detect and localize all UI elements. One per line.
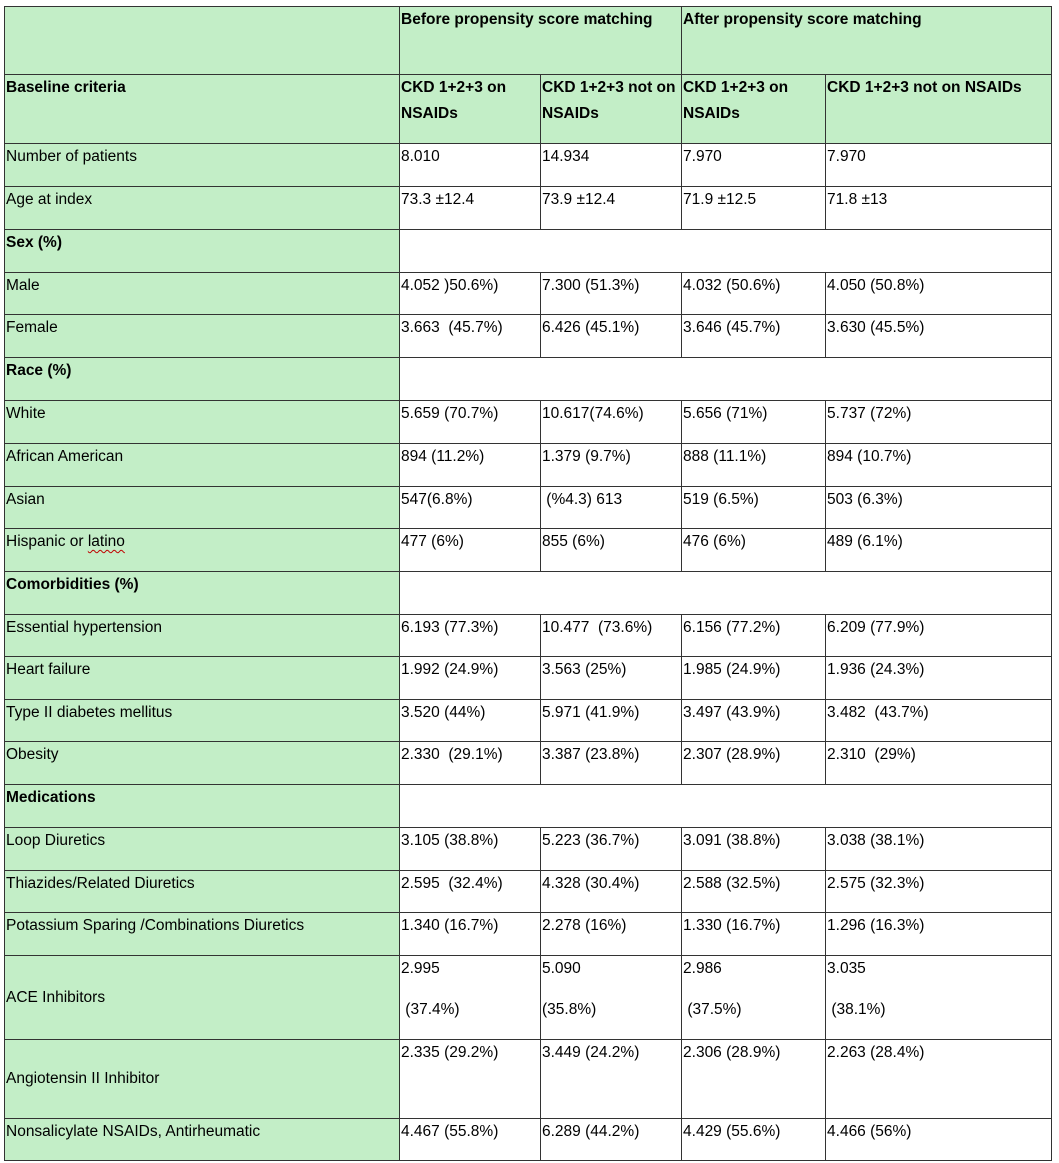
row-label: White bbox=[5, 401, 400, 444]
row-label: Loop Diuretics bbox=[5, 828, 400, 871]
value-cell: 4.429 (55.6%) bbox=[682, 1119, 826, 1161]
spellcheck-word: latino bbox=[87, 533, 125, 550]
row-label: Female bbox=[5, 315, 400, 358]
table-row bbox=[5, 187, 1052, 230]
value-cell bbox=[682, 956, 826, 1040]
section-row bbox=[5, 785, 1052, 828]
section-label: Sex (%) bbox=[5, 230, 400, 273]
value-cell: 3.482 (43.7%) bbox=[826, 700, 1052, 742]
column-header: CKD 1+2+3 not on NSAIDs bbox=[541, 75, 682, 144]
value-cell: 6.289 (44.2%) bbox=[541, 1119, 682, 1161]
value-cell: 894 (11.2%) bbox=[400, 444, 541, 487]
section-blank-cell bbox=[400, 572, 1052, 615]
value-count: 5.090 bbox=[542, 960, 581, 977]
value-cell: 2.310 (29%) bbox=[826, 742, 1052, 785]
table-row bbox=[5, 487, 1052, 529]
baseline-characteristics-table bbox=[4, 6, 1052, 1161]
value-cell: 519 (6.5%) bbox=[682, 487, 826, 529]
table-row bbox=[5, 1119, 1052, 1161]
value-cell: 3.563 (25%) bbox=[541, 657, 682, 700]
value-cell: 3.497 (43.9%) bbox=[682, 700, 826, 742]
value-cell: 489 (6.1%) bbox=[826, 529, 1052, 572]
row-label bbox=[5, 529, 400, 572]
row-label: Male bbox=[5, 273, 400, 315]
table-row bbox=[5, 315, 1052, 358]
value-cell: 14.934 bbox=[541, 144, 682, 187]
value-cell: 2.278 (16%) bbox=[541, 913, 682, 956]
value-cell: 73.3 ±12.4 bbox=[400, 187, 541, 230]
value-cell: 1.296 (16.3%) bbox=[826, 913, 1052, 956]
value-cell: 477 (6%) bbox=[400, 529, 541, 572]
value-percent: (37.4%) bbox=[401, 1001, 460, 1018]
section-blank-cell bbox=[400, 358, 1052, 401]
value-cell: 4.050 (50.8%) bbox=[826, 273, 1052, 315]
value-cell: 8.010 bbox=[400, 144, 541, 187]
row-label: Asian bbox=[5, 487, 400, 529]
value-cell: 5.656 (71%) bbox=[682, 401, 826, 444]
value-cell: 2.330 (29.1%) bbox=[400, 742, 541, 785]
value-cell: 6.156 (77.2%) bbox=[682, 615, 826, 657]
table-body bbox=[5, 144, 1052, 1161]
value-cell: 7.300 (51.3%) bbox=[541, 273, 682, 315]
top-left-cell bbox=[5, 7, 400, 75]
value-cell bbox=[826, 956, 1052, 1040]
value-cell: 3.520 (44%) bbox=[400, 700, 541, 742]
section-label: Comorbidities (%) bbox=[5, 572, 400, 615]
value-cell: 3.091 (38.8%) bbox=[682, 828, 826, 871]
value-cell: 1.936 (24.3%) bbox=[826, 657, 1052, 700]
section-blank-cell bbox=[400, 785, 1052, 828]
table-row bbox=[5, 401, 1052, 444]
value-cell: 1.330 (16.7%) bbox=[682, 913, 826, 956]
value-cell: 4.032 (50.6%) bbox=[682, 273, 826, 315]
row-label: ACE Inhibitors bbox=[5, 956, 400, 1040]
group-header-row bbox=[5, 7, 1052, 75]
row-label: Nonsalicylate NSAIDs, Antirheumatic bbox=[5, 1119, 400, 1161]
table-row bbox=[5, 742, 1052, 785]
section-row bbox=[5, 230, 1052, 273]
value-cell: 1.985 (24.9%) bbox=[682, 657, 826, 700]
table-row bbox=[5, 700, 1052, 742]
value-cell: 547(6.8%) bbox=[400, 487, 541, 529]
value-cell: 888 (11.1%) bbox=[682, 444, 826, 487]
value-count: 2.986 bbox=[683, 960, 722, 977]
row-label: Age at index bbox=[5, 187, 400, 230]
value-cell: 2.307 (28.9%) bbox=[682, 742, 826, 785]
value-cell: 5.659 (70.7%) bbox=[400, 401, 541, 444]
value-count: 3.035 bbox=[827, 960, 866, 977]
value-percent: (38.1%) bbox=[827, 1001, 886, 1018]
value-cell: 71.9 ±12.5 bbox=[682, 187, 826, 230]
section-label: Medications bbox=[5, 785, 400, 828]
value-cell bbox=[541, 956, 682, 1040]
section-blank-cell bbox=[400, 230, 1052, 273]
row-label: Number of patients bbox=[5, 144, 400, 187]
row-label: Angiotensin II Inhibitor bbox=[5, 1040, 400, 1119]
value-count: 2.995 bbox=[401, 960, 440, 977]
row-label-text: Hispanic or bbox=[6, 533, 88, 550]
value-cell: 6.193 (77.3%) bbox=[400, 615, 541, 657]
section-row bbox=[5, 572, 1052, 615]
value-cell: 73.9 ±12.4 bbox=[541, 187, 682, 230]
value-cell: 1.340 (16.7%) bbox=[400, 913, 541, 956]
value-cell: 6.426 (45.1%) bbox=[541, 315, 682, 358]
value-cell bbox=[400, 956, 541, 1040]
column-header-row bbox=[5, 75, 1052, 144]
value-cell: 476 (6%) bbox=[682, 529, 826, 572]
row-label: Essential hypertension bbox=[5, 615, 400, 657]
table-row bbox=[5, 1040, 1052, 1119]
value-cell: (%4.3) 613 bbox=[541, 487, 682, 529]
value-cell: 2.335 (29.2%) bbox=[400, 1040, 541, 1119]
table-row bbox=[5, 615, 1052, 657]
column-header: CKD 1+2+3 on NSAIDs bbox=[682, 75, 826, 144]
row-label: Thiazides/Related Diuretics bbox=[5, 871, 400, 913]
value-cell: 3.630 (45.5%) bbox=[826, 315, 1052, 358]
table-row bbox=[5, 657, 1052, 700]
value-cell: 5.737 (72%) bbox=[826, 401, 1052, 444]
value-cell: 4.466 (56%) bbox=[826, 1119, 1052, 1161]
row-label: Type II diabetes mellitus bbox=[5, 700, 400, 742]
row-label: African American bbox=[5, 444, 400, 487]
value-cell: 3.387 (23.8%) bbox=[541, 742, 682, 785]
value-cell: 5.971 (41.9%) bbox=[541, 700, 682, 742]
section-label: Race (%) bbox=[5, 358, 400, 401]
value-cell: 2.595 (32.4%) bbox=[400, 871, 541, 913]
table-row bbox=[5, 529, 1052, 572]
value-percent: (35.8%) bbox=[542, 1001, 597, 1018]
value-cell: 6.209 (77.9%) bbox=[826, 615, 1052, 657]
table-row bbox=[5, 273, 1052, 315]
row-label: Obesity bbox=[5, 742, 400, 785]
after-matching-header: After propensity score matching bbox=[682, 7, 1052, 75]
value-cell: 3.038 (38.1%) bbox=[826, 828, 1052, 871]
value-cell: 3.663 (45.7%) bbox=[400, 315, 541, 358]
value-cell: 1.379 (9.7%) bbox=[541, 444, 682, 487]
value-percent: (37.5%) bbox=[683, 1001, 742, 1018]
column-header: CKD 1+2+3 not on NSAIDs bbox=[826, 75, 1052, 144]
value-cell: 503 (6.3%) bbox=[826, 487, 1052, 529]
value-cell: 2.306 (28.9%) bbox=[682, 1040, 826, 1119]
value-cell: 7.970 bbox=[682, 144, 826, 187]
value-cell: 71.8 ±13 bbox=[826, 187, 1052, 230]
baseline-criteria-header: Baseline criteria bbox=[5, 75, 400, 144]
value-cell: 10.477 (73.6%) bbox=[541, 615, 682, 657]
value-cell: 7.970 bbox=[826, 144, 1052, 187]
value-cell: 1.992 (24.9%) bbox=[400, 657, 541, 700]
table-row bbox=[5, 444, 1052, 487]
value-cell: 2.263 (28.4%) bbox=[826, 1040, 1052, 1119]
table-row bbox=[5, 144, 1052, 187]
value-cell: 3.105 (38.8%) bbox=[400, 828, 541, 871]
value-cell: 4.328 (30.4%) bbox=[541, 871, 682, 913]
value-cell: 855 (6%) bbox=[541, 529, 682, 572]
table-row bbox=[5, 913, 1052, 956]
table-row bbox=[5, 828, 1052, 871]
value-cell: 3.646 (45.7%) bbox=[682, 315, 826, 358]
value-cell: 10.617(74.6%) bbox=[541, 401, 682, 444]
column-header: CKD 1+2+3 on NSAIDs bbox=[400, 75, 541, 144]
value-cell: 4.052 )50.6%) bbox=[400, 273, 541, 315]
value-cell: 5.223 (36.7%) bbox=[541, 828, 682, 871]
value-cell: 2.575 (32.3%) bbox=[826, 871, 1052, 913]
value-cell: 4.467 (55.8%) bbox=[400, 1119, 541, 1161]
table-row bbox=[5, 956, 1052, 1040]
row-label: Heart failure bbox=[5, 657, 400, 700]
value-cell: 894 (10.7%) bbox=[826, 444, 1052, 487]
value-cell: 2.588 (32.5%) bbox=[682, 871, 826, 913]
row-label: Potassium Sparing /Combinations Diuretics bbox=[5, 913, 400, 956]
table-row bbox=[5, 871, 1052, 913]
section-row bbox=[5, 358, 1052, 401]
before-matching-header: Before propensity score matching bbox=[400, 7, 682, 75]
value-cell: 3.449 (24.2%) bbox=[541, 1040, 682, 1119]
